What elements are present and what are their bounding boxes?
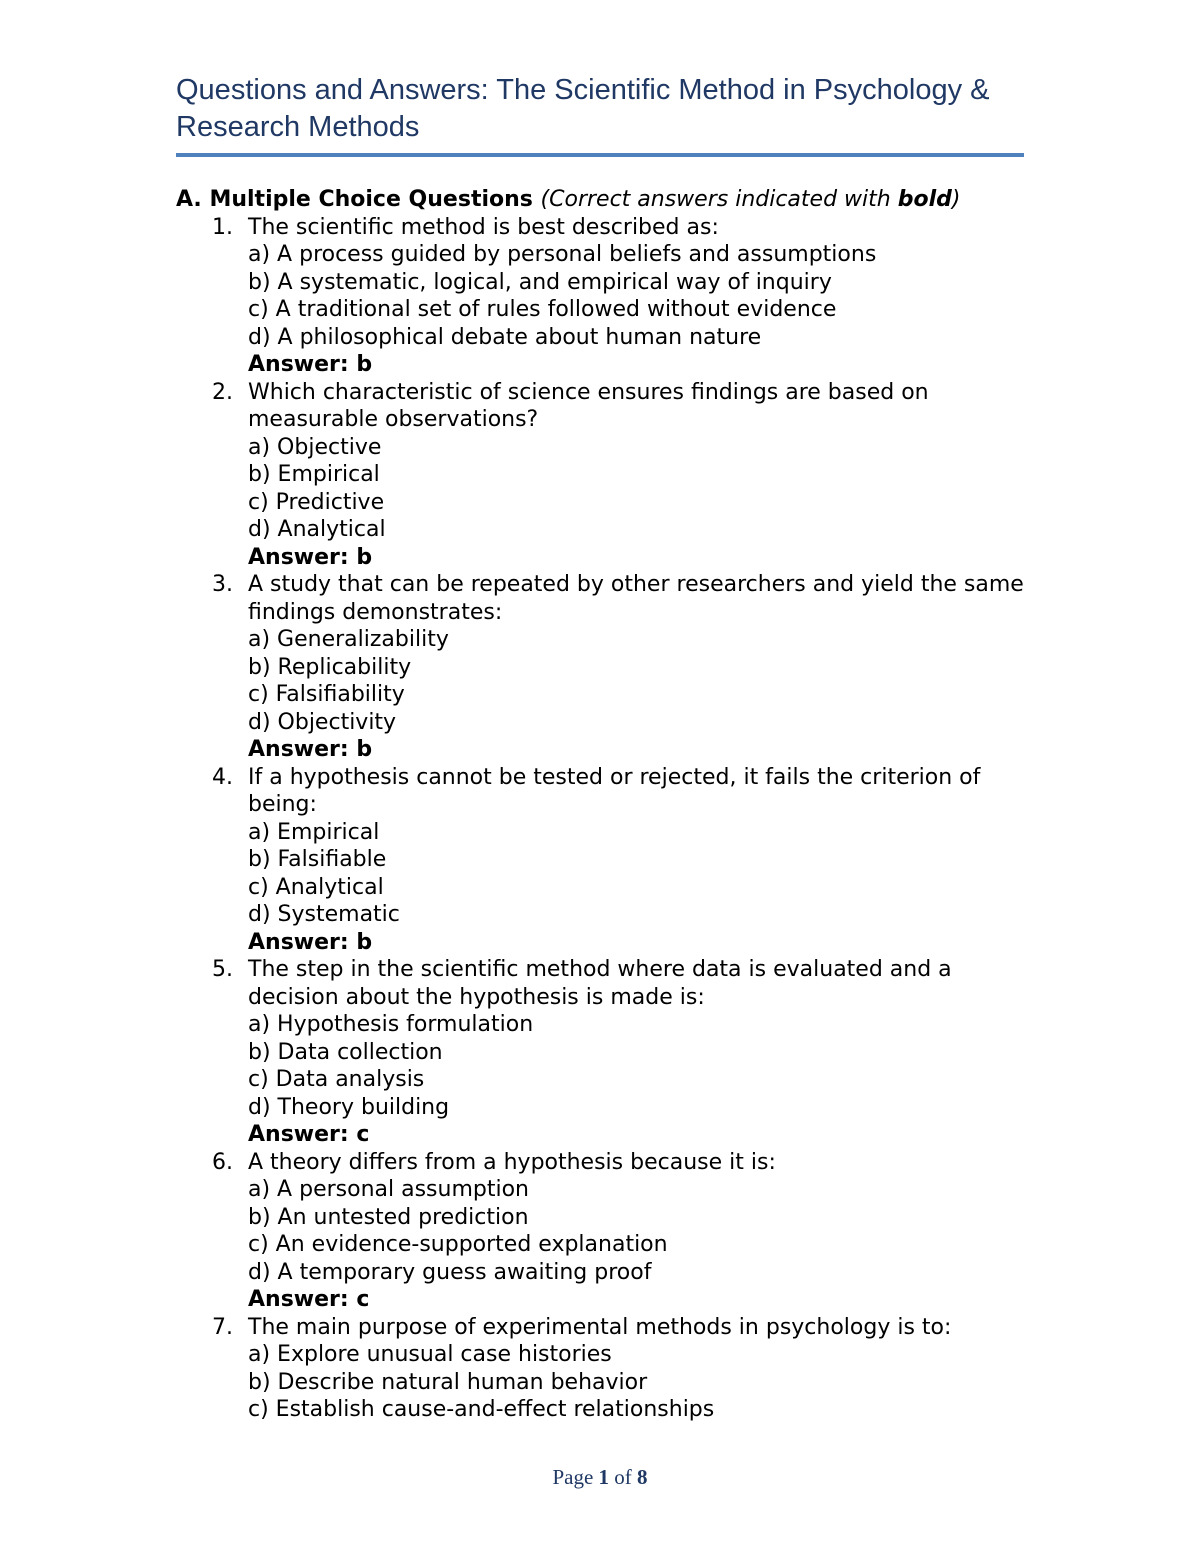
document-body (176, 186, 1036, 1424)
question-item (176, 379, 1036, 572)
question-item (176, 956, 1036, 1149)
answer-option: a) A process guided by personal beliefs and assumptions (248, 242, 877, 267)
section-note-prefix: (Correct answers indicated with (540, 187, 898, 212)
question-item (176, 764, 1036, 957)
page-label: Page (552, 1465, 594, 1489)
section-note-suffix: ) (951, 187, 961, 212)
section-heading-text: A. Multiple Choice Questions (176, 187, 533, 212)
answer-option: c) A traditional set of rules followed without evidence (248, 297, 837, 322)
answer-option: b) An untested prediction (248, 1204, 529, 1230)
correct-answer: Answer: b (248, 737, 373, 762)
answer-option: d) Objectivity (248, 709, 397, 735)
answer-option: d) Systematic (248, 902, 400, 927)
answer-option: d) A temporary guess awaiting proof (248, 1259, 652, 1285)
question-item (176, 1149, 1036, 1314)
question-number: 4. (212, 764, 233, 790)
page-title: Questions and Answers: The Scientific Method in Psychology & Research Methods (176, 74, 990, 143)
total-pages: 8 (637, 1465, 648, 1489)
answer-option: a) Objective (248, 434, 382, 460)
answer-option: b) Falsifiable (248, 847, 387, 872)
answer-option: d) Theory building (248, 1094, 450, 1120)
answer-option: a) Empirical (248, 819, 380, 845)
current-page-number: 1 (598, 1465, 610, 1489)
answer-option: c) Establish cause-and-effect relationships (248, 1397, 715, 1422)
answer-option: c) Data analysis (248, 1067, 425, 1092)
answer-option: c) Predictive (248, 489, 385, 515)
question-text: A study that can be repeated by other researchers and yield the same findings demonstrates: (248, 572, 1024, 625)
question-item (176, 571, 1036, 764)
answer-option: c) Analytical (248, 874, 384, 900)
section-note-bold: bold (897, 187, 952, 212)
question-number: 6. (212, 1149, 233, 1175)
question-text: The scientific method is best described as: (248, 214, 719, 240)
question-text: The main purpose of experimental methods in psychology is to: (248, 1314, 952, 1340)
correct-answer: Answer: b (248, 544, 373, 570)
question-text: Which characteristic of science ensures findings are based on measurable observations? (248, 379, 929, 432)
question-number: 5. (212, 957, 233, 982)
question-item (176, 1314, 1036, 1424)
correct-answer: Answer: b (248, 929, 373, 955)
section-heading (176, 186, 1036, 214)
page-footer (0, 1465, 1200, 1490)
answer-option: b) Data collection (248, 1039, 443, 1065)
answer-option: b) A systematic, logical, and empirical way of inquiry (248, 269, 832, 295)
question-number: 3. (212, 572, 233, 597)
title-divider (176, 153, 1024, 157)
correct-answer: Answer: c (248, 1287, 370, 1312)
answer-option: a) Hypothesis formulation (248, 1012, 534, 1037)
answer-option: d) A philosophical debate about human nature (248, 324, 762, 350)
answer-option: b) Replicability (248, 654, 412, 680)
question-list (176, 214, 1036, 1424)
question-number: 1. (212, 214, 233, 240)
correct-answer: Answer: c (248, 1122, 370, 1147)
answer-option: a) Generalizability (248, 627, 449, 652)
answer-option: a) A personal assumption (248, 1177, 529, 1202)
correct-answer: Answer: b (248, 352, 373, 377)
question-text: The step in the scientific method where data is evaluated and a decision about the hypothesis is made is: (248, 957, 952, 1010)
answer-option: b) Describe natural human behavior (248, 1369, 648, 1395)
question-item (176, 214, 1036, 379)
answer-option: c) An evidence-supported explanation (248, 1232, 668, 1257)
question-text: If a hypothesis cannot be tested or rejected, it fails the criterion of being: (248, 764, 981, 817)
question-number: 2. (212, 379, 233, 405)
question-text: A theory differs from a hypothesis because it is: (248, 1149, 776, 1175)
question-number: 7. (212, 1314, 233, 1340)
answer-option: d) Analytical (248, 517, 386, 542)
section-note (541, 187, 961, 212)
answer-option: a) Explore unusual case histories (248, 1342, 612, 1367)
of-label: of (614, 1465, 632, 1489)
answer-option: c) Falsifiability (248, 682, 405, 707)
answer-option: b) Empirical (248, 462, 380, 487)
